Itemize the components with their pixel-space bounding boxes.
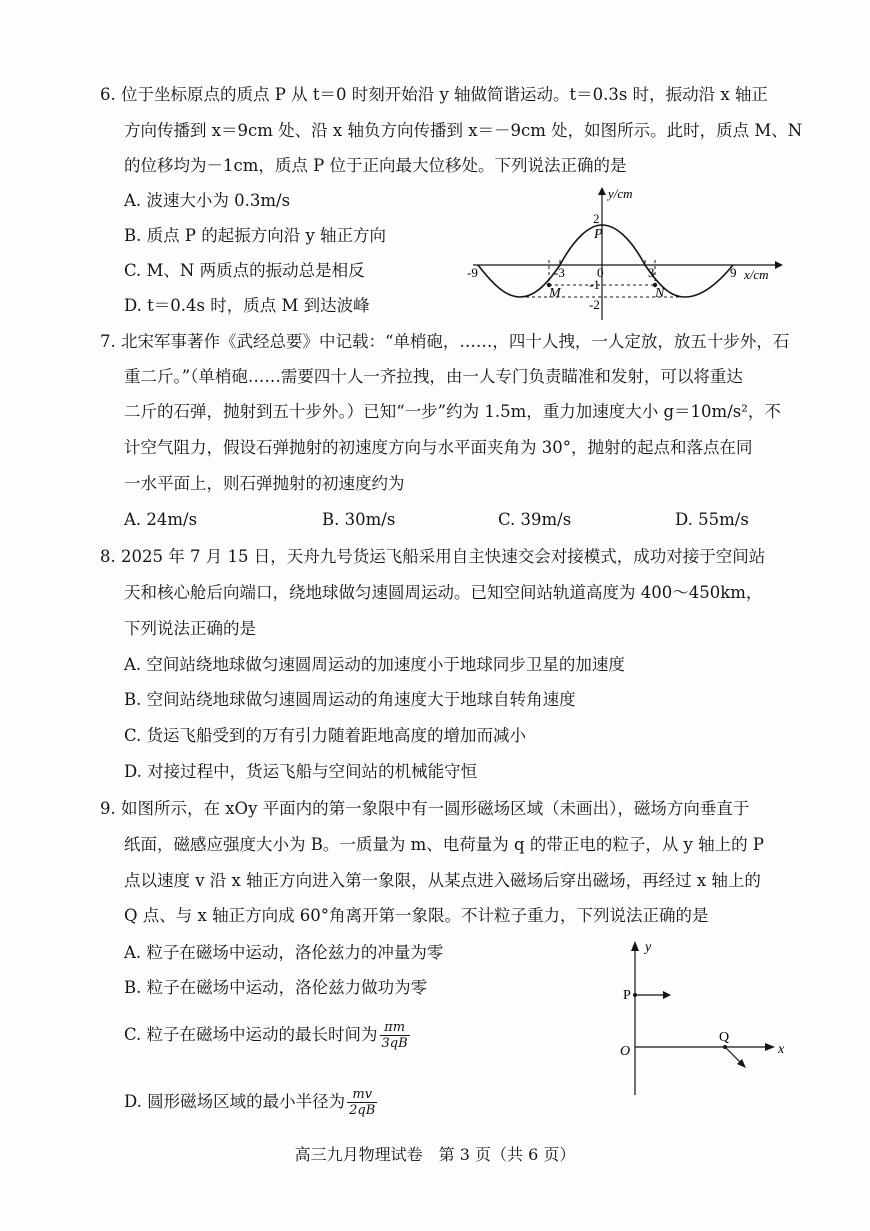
q9-option-d — [124, 1087, 377, 1118]
q9-option-b: B. 粒子在磁场中运动，洛伦兹力做功为零 — [124, 978, 428, 997]
q9-x-label: x — [778, 1042, 785, 1057]
q9-origin-label: O — [620, 1044, 631, 1059]
q9-option-c-fraction — [380, 1020, 410, 1051]
point-n-label: N — [655, 286, 665, 301]
q9-option-d-numerator: mv — [347, 1087, 377, 1103]
q7-stem-line-4: 计空气阻力，假设石弹抛射的初速度方向与水平面夹角为 30°，抛射的起点和落点在同 — [124, 438, 753, 457]
q9-option-c — [124, 1020, 410, 1051]
q8-option-d: D. 对接过程中，货运飞船与空间站的机械能守恒 — [124, 762, 478, 781]
q6-stem-line-2: 方向传播到 x＝9cm 处、沿 x 轴负方向传播到 x＝－9cm 处，如图所示。此时，质点 M、N — [124, 121, 803, 140]
page-footer: 高三九月物理试卷 第 3 页（共 6 页） — [294, 1145, 576, 1164]
x-tick-minus-9: -9 — [467, 265, 478, 280]
q6-option-b: B. 质点 P 的起振方向沿 y 轴正方向 — [124, 226, 387, 245]
point-m-label: M — [549, 286, 561, 301]
q9-q-label: Q — [719, 1030, 730, 1045]
x-axis-label: x/cm — [744, 267, 769, 282]
q9-option-d-denominator: 2qB — [349, 1103, 376, 1118]
q7-option-c: C. 39m/s — [498, 510, 572, 529]
q8-option-b: B. 空间站绕地球做匀速圆周运动的角速度大于地球自转角速度 — [124, 690, 576, 709]
x-tick-9: 9 — [730, 265, 737, 280]
point-p-label: P — [594, 227, 603, 242]
x-tick-minus-3: -3 — [554, 265, 565, 280]
y-axis-label: y/cm — [608, 186, 633, 201]
q9-option-a: A. 粒子在磁场中运动，洛伦兹力的冲量为零 — [124, 943, 444, 962]
q7-stem-line-5: 一水平面上，则石弹抛射的初速度约为 — [124, 474, 405, 493]
q9-velocity-arrowhead — [663, 991, 671, 999]
q9-diagram — [615, 935, 795, 1100]
y-axis-arrow — [598, 187, 606, 195]
q9-stem-line-2: 纸面，磁感应强度大小为 B。一质量为 m、电荷量为 q 的带正电的粒子，从 y 轴上的 P — [124, 835, 764, 854]
q7-option-a: A. 24m/s — [124, 510, 198, 529]
q9-p-label: P — [623, 988, 631, 1003]
q9-option-c-denominator: 3qB — [381, 1036, 408, 1051]
q9-y-axis-arrow — [631, 941, 639, 951]
q8-stem-line-2: 天和核心舱后向端口，绕地球做匀速圆周运动。已知空间站轨道高度为 400～450km， — [124, 583, 763, 602]
q6-stem-line-1: 6. 位于坐标原点的质点 P 从 t＝0 时刻开始沿 y 轴做简谐运动。t＝0.3s 时，振动沿 x 轴正 — [100, 85, 768, 104]
q9-stem-line-3: 点以速度 v 沿 x 轴正方向进入第一象限，从某点进入磁场后穿出磁场，再经过 x 轴上的 — [124, 871, 761, 890]
y-tick-minus-1: -1 — [589, 277, 600, 292]
q7-option-d: D. 55m/s — [675, 510, 749, 529]
q7-stem-line-1: 7. 北宋军事著作《武经总要》中记载：“单梢砲，……，四十人拽，一人定放，放五十步外，石 — [100, 332, 790, 351]
q6-option-c: C. M、N 两质点的振动总是相反 — [124, 261, 365, 280]
x-axis-arrow — [775, 261, 783, 269]
wave-graph — [465, 185, 795, 325]
q9-x-axis-arrow — [765, 1043, 775, 1051]
q9-option-c-numerator: πm — [380, 1020, 410, 1036]
q8-option-c: C. 货运飞船受到的万有引力随着距地高度的增加而减小 — [124, 726, 527, 745]
q6-option-a: A. 波速大小为 0.3m/s — [124, 191, 291, 210]
y-tick-minus-2: -2 — [589, 297, 600, 312]
q9-y-label: y — [645, 940, 652, 955]
q7-stem-line-3: 二斤的石弹，抛射到五十步外。）已知“一步”约为 1.5m，重力加速度大小 g＝10m/s²，不 — [124, 402, 781, 421]
q6-option-d: D. t＝0.4s 时，质点 M 到达波峰 — [124, 296, 370, 315]
wave-curve — [478, 225, 733, 297]
q8-stem-line-3: 下列说法正确的是 — [124, 619, 256, 638]
x-tick-0: 0 — [597, 265, 604, 280]
x-tick-3: 3 — [648, 265, 655, 280]
q9-option-d-text: D. 圆形磁场区域的最小半径为 — [124, 1092, 346, 1111]
q7-option-b: B. 30m/s — [322, 510, 396, 529]
q9-option-d-fraction — [347, 1087, 377, 1118]
q8-stem-line-1: 8. 2025 年 7 月 15 日，天舟九号货运飞船采用自主快速交会对接模式，成功对接于空间站 — [100, 547, 766, 566]
q9-stem-line-4: Q 点、与 x 轴正方向成 60°角离开第一象限。不计粒子重力，下列说法正确的是 — [124, 906, 709, 925]
q7-stem-line-2: 重二斤。”（单梢砲……需要四十人一齐拉拽，由一人专门负责瞄准和发射，可以将重达 — [124, 367, 743, 386]
q9-stem-line-1: 9. 如图所示，在 xOy 平面内的第一象限中有一圆形磁场区域（未画出），磁场方向垂直于 — [100, 799, 750, 818]
y-tick-2: 2 — [593, 211, 600, 226]
q8-option-a: A. 空间站绕地球做匀速圆周运动的加速度小于地球同步卫星的加速度 — [124, 655, 625, 674]
q9-exit-arrow — [725, 1047, 741, 1063]
q9-option-c-text: C. 粒子在磁场中运动的最长时间为 — [124, 1025, 378, 1044]
q6-stem-line-3: 的位移均为－1cm，质点 P 位于正向最大位移处。下列说法正确的是 — [124, 156, 627, 175]
